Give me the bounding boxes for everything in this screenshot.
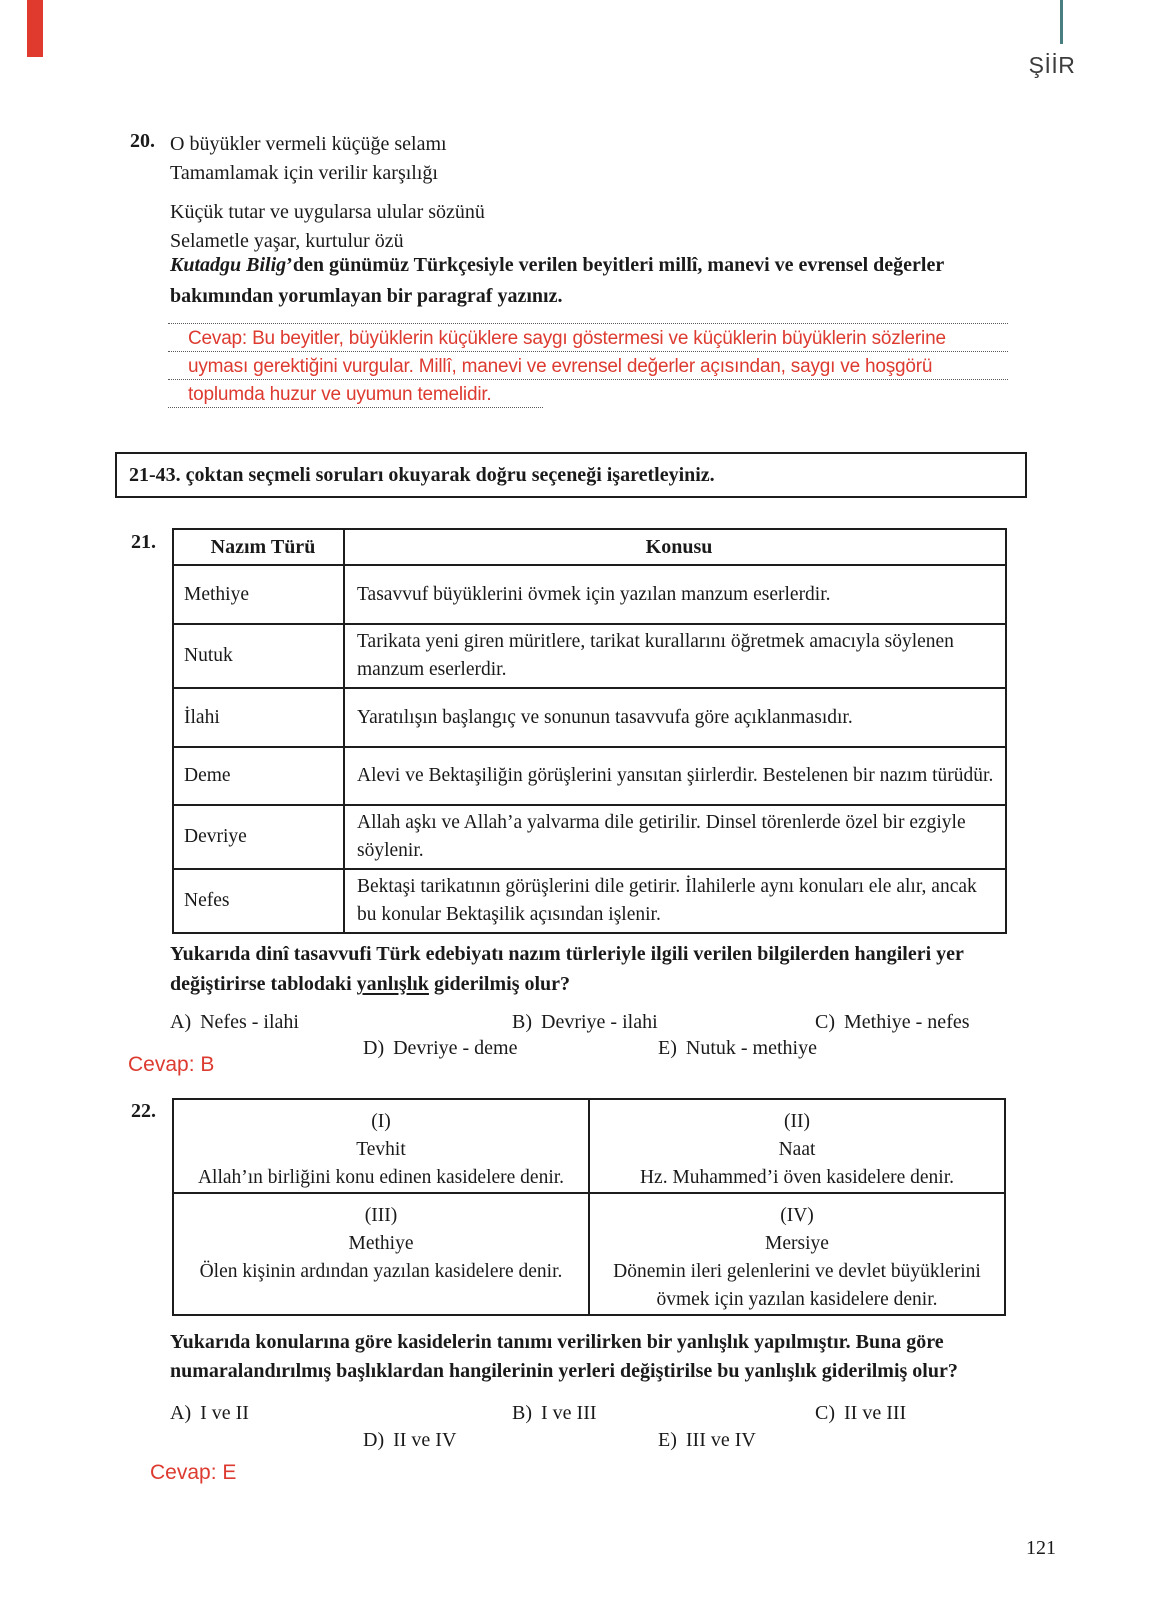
option-a[interactable] bbox=[170, 1011, 299, 1034]
question-text-part: giderilmiş olur? bbox=[428, 973, 571, 995]
kaside-cell-3 bbox=[173, 1193, 589, 1315]
chapter-divider-line bbox=[1060, 0, 1063, 44]
handwritten-answer-area[interactable] bbox=[168, 323, 1008, 411]
question-21-answer: Cevap: B bbox=[128, 1053, 215, 1076]
option-label: B) bbox=[512, 1402, 532, 1424]
question-21-number: 21. bbox=[131, 531, 156, 553]
option-text: III ve IV bbox=[685, 1429, 756, 1451]
option-b[interactable] bbox=[512, 1402, 597, 1425]
question-22-options bbox=[170, 1402, 1050, 1458]
question-22-text: Yukarıda konularına göre kasidelerin tanımı verilirken bir yanlışlık yapılmıştır. Buna göre numaralandırılmış başlıklardan hangilerinin yerleri değiştirilse bu yanlışlık giderilmiş olur? bbox=[170, 1331, 958, 1382]
option-e[interactable] bbox=[658, 1037, 817, 1060]
option-c[interactable] bbox=[815, 1011, 970, 1034]
option-text: Nefes - ilahi bbox=[200, 1011, 299, 1033]
option-text: I ve III bbox=[541, 1402, 597, 1424]
cell-desc: Ölen kişinin ardından yazılan kasidelere denir. bbox=[199, 1261, 563, 1282]
option-label: C) bbox=[815, 1011, 835, 1033]
option-c[interactable] bbox=[815, 1402, 906, 1425]
nazim-turu-cell: Deme bbox=[173, 747, 344, 805]
option-label: E) bbox=[658, 1429, 677, 1451]
option-label: A) bbox=[170, 1402, 192, 1424]
question-22-answer: Cevap: E bbox=[150, 1461, 237, 1484]
answer-rule-line bbox=[168, 379, 1008, 380]
handwritten-answer-line: toplumda huzur ve uyumun temelidir. bbox=[188, 384, 492, 405]
option-text: Nutuk - methiye bbox=[685, 1037, 817, 1059]
cell-title: Mersiye bbox=[765, 1233, 829, 1254]
option-label: D) bbox=[363, 1037, 385, 1059]
answer-rule-line bbox=[168, 323, 1008, 324]
red-corner-tab bbox=[27, 0, 43, 57]
page-number: 121 bbox=[1026, 1537, 1056, 1559]
kaside-cell-4 bbox=[589, 1193, 1005, 1315]
option-label: E) bbox=[658, 1037, 677, 1059]
question-21-text bbox=[170, 939, 1032, 999]
cell-title: Naat bbox=[778, 1139, 816, 1160]
table-row bbox=[173, 688, 1006, 747]
table-row bbox=[173, 1193, 1005, 1315]
option-text: I ve II bbox=[200, 1402, 249, 1424]
konusu-cell: Allah aşkı ve Allah’a yalvarma dile getirilir. Dinsel törenlerde özel bir ezgiyle söylenir. bbox=[344, 805, 1006, 869]
kaside-cell-1 bbox=[173, 1099, 589, 1193]
konusu-cell: Alevi ve Bektaşiliğin görüşlerini yansıtan şiirlerdir. Bestelenen bir nazım türüdür. bbox=[344, 747, 1006, 805]
table-row bbox=[173, 869, 1006, 933]
kaside-table bbox=[172, 1098, 1006, 1316]
nazim-turu-cell: Nutuk bbox=[173, 624, 344, 688]
answer-rule-line bbox=[168, 407, 543, 408]
column-header: Konusu bbox=[344, 529, 1006, 565]
question-text-part: Yukarıda dinî tasavvufi Türk edebiyatı nazım türleriyle ilgili verilen bilgilerden hangileri yer değiştirirse tablodaki bbox=[170, 943, 964, 995]
nazim-turu-table bbox=[172, 528, 1007, 934]
table-row bbox=[173, 805, 1006, 869]
cell-desc: Hz. Muhammed’i öven kasidelere denir. bbox=[639, 1167, 955, 1188]
handwritten-answer-line: uyması gerektiğini vurgular. Millî, manevi ve evrensel değerler açısından, saygı ve hoşgörü bbox=[188, 356, 933, 377]
chapter-title: ŞİİR bbox=[1028, 52, 1076, 78]
answer-rule-line bbox=[168, 351, 1008, 352]
option-text: II ve III bbox=[844, 1402, 907, 1424]
question-22-number: 22. bbox=[131, 1100, 156, 1122]
kaside-cell-2 bbox=[589, 1099, 1005, 1193]
cell-numeral: (I) bbox=[371, 1111, 391, 1132]
prompt-text: ’den günümüz Türkçesiyle verilen beyitleri millî, manevi ve evrensel değerler bakımından yorumlayan bir paragraf yazınız. bbox=[170, 254, 944, 307]
nazim-turu-cell: Nefes bbox=[173, 869, 344, 933]
table-row bbox=[173, 747, 1006, 805]
cell-desc: Dönemin ileri gelenlerini ve devlet büyüklerini övmek için yazılan kasidelere denir. bbox=[613, 1261, 981, 1310]
option-text: Devriye - ilahi bbox=[541, 1011, 658, 1033]
option-d[interactable] bbox=[363, 1429, 456, 1452]
column-header: Nazım Türü bbox=[173, 529, 344, 565]
question-20-poem bbox=[170, 130, 770, 256]
option-text: II ve IV bbox=[393, 1429, 457, 1451]
cell-title: Methiye bbox=[348, 1233, 414, 1254]
konusu-cell: Bektaşi tarikatının görüşlerini dile getirir. İlahilerle aynı konuları ele alır, ancak bu konular Bektaşilik açısından işlenir. bbox=[344, 869, 1006, 933]
poem-line: Tamamlamak için verilir karşılığı bbox=[170, 162, 438, 184]
poem-line: Selametle yaşar, kurtulur özü bbox=[170, 230, 404, 252]
cell-numeral: (III) bbox=[364, 1205, 398, 1226]
option-e[interactable] bbox=[658, 1429, 756, 1452]
question-20-number: 20. bbox=[130, 130, 155, 152]
table-header-row bbox=[173, 529, 1006, 565]
option-b[interactable] bbox=[512, 1011, 658, 1034]
cell-desc: Allah’ın birliğini konu edinen kasidelere denir. bbox=[197, 1167, 565, 1188]
option-d[interactable] bbox=[363, 1037, 518, 1060]
konusu-cell: Yaratılışın başlangıç ve sonunun tasavvufa göre açıklanmasıdır. bbox=[344, 688, 1006, 747]
cell-numeral: (IV) bbox=[780, 1205, 814, 1226]
handwritten-answer-line: Cevap: Bu beyitler, büyüklerin küçüklere saygı göstermesi ve küçüklerin büyüklerin sözlerine bbox=[188, 328, 946, 349]
question-21-options bbox=[170, 1011, 1050, 1067]
section-instruction-text: 21-43. çoktan seçmeli soruları okuyarak doğru seçeneği işaretleyiniz. bbox=[129, 463, 715, 486]
konusu-cell: Tasavvuf büyüklerini övmek için yazılan manzum eserlerdir. bbox=[344, 565, 1006, 624]
cell-title: Tevhit bbox=[356, 1139, 406, 1160]
option-text: Devriye - deme bbox=[393, 1037, 518, 1059]
work-title: Kutadgu Bilig bbox=[170, 254, 287, 276]
underlined-word: yanlışlık bbox=[356, 973, 429, 995]
poem-line: Küçük tutar ve uygularsa ulular sözünü bbox=[170, 201, 485, 223]
cell-numeral: (II) bbox=[784, 1111, 810, 1132]
poem-line: O büyükler vermeli küçüğe selamı bbox=[170, 133, 447, 155]
option-label: C) bbox=[815, 1402, 835, 1424]
question-20-prompt bbox=[170, 250, 1032, 312]
section-instruction-box bbox=[115, 452, 1027, 498]
option-text: Methiye - nefes bbox=[844, 1011, 970, 1033]
option-label: D) bbox=[363, 1429, 385, 1451]
table-row bbox=[173, 565, 1006, 624]
konusu-cell: Tarikata yeni giren müritlere, tarikat kurallarını öğretmek amacıyla söylenen manzum eserlerdir. bbox=[344, 624, 1006, 688]
option-a[interactable] bbox=[170, 1402, 249, 1425]
table-row bbox=[173, 624, 1006, 688]
nazim-turu-cell: İlahi bbox=[173, 688, 344, 747]
nazim-turu-cell: Devriye bbox=[173, 805, 344, 869]
option-label: A) bbox=[170, 1011, 192, 1033]
table-row bbox=[173, 1099, 1005, 1193]
nazim-turu-cell: Methiye bbox=[173, 565, 344, 624]
option-label: B) bbox=[512, 1011, 532, 1033]
